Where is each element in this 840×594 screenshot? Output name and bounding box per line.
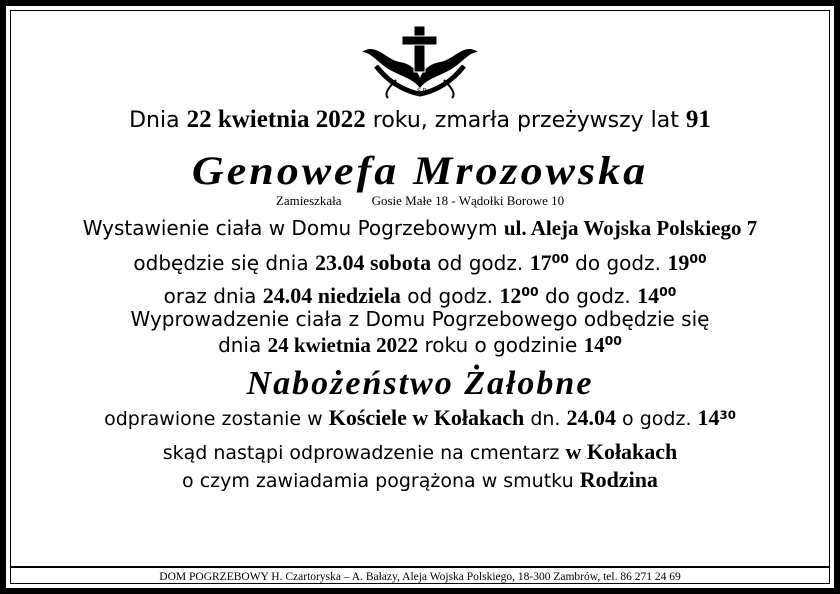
time-hour: 14	[583, 333, 605, 357]
text-fragment: do godz.	[538, 284, 638, 308]
text-fragment: Wystawienie ciała w Domu Pogrzebowym	[82, 216, 504, 240]
sp-emblem-text: Ś.P.	[417, 87, 428, 95]
text-fragment: o godz.	[616, 408, 698, 430]
text-fragment: oraz dnia	[163, 284, 263, 308]
text-fragment: Dnia	[129, 108, 187, 133]
text-fragment: roku, zmarła przeżywszy lat	[365, 108, 686, 133]
residence-line	[0, 193, 840, 209]
time-minutes: 00	[604, 333, 622, 349]
death-date: 22 kwietnia 2022	[186, 106, 366, 133]
text-fragment: skąd nastąpi odprowadzenie na cmentarz	[162, 442, 566, 464]
time-minutes: 30	[719, 407, 736, 422]
funeral-home-footer: DOM POGRZEBOWY H. Czartoryska – A. Bałazy, Aleja Wojska Polskiego, 18-300 Zambrów, tel. 86 271 24 69	[159, 571, 681, 583]
text-fragment: od godz.	[400, 284, 500, 308]
burial-place: w Kołakach	[565, 439, 678, 464]
service-date: 24.04	[566, 405, 617, 430]
time-minutes: 00	[659, 284, 677, 300]
cross-ribbon-emblem	[356, 22, 484, 102]
text-fragment: odprawione zostanie w	[104, 408, 329, 430]
time-hour: 14	[637, 283, 660, 308]
age: 91	[685, 106, 711, 133]
departure-line: Wyprowadzenie ciała z Domu Pogrzebowego odbędzie się	[130, 307, 710, 331]
time-hour: 12	[499, 283, 522, 308]
church-name: Kościele w Kołakach	[328, 405, 525, 430]
text-fragment: dn.	[524, 408, 567, 430]
text-fragment: roku o godzinie	[418, 333, 584, 357]
viewing-day1-line	[0, 250, 840, 276]
viewing-date: 24.04 niedziela	[262, 283, 401, 308]
time-hour: 19	[667, 250, 690, 275]
service-heading: Nabożeństwo Żałobne	[246, 365, 594, 402]
residence-address: Gosie Małe 18 - Wądołki Borowe 10	[371, 193, 565, 208]
viewing-intro-line	[0, 216, 840, 241]
burial-line	[0, 439, 840, 465]
closing-line	[0, 467, 840, 493]
time-hour: 17	[529, 250, 552, 275]
text-fragment: od godz.	[431, 251, 530, 275]
footer-divider	[11, 566, 829, 568]
service-line	[0, 405, 840, 431]
death-date-line	[0, 106, 840, 134]
deceased-name: Genowefa Mrozowska	[191, 147, 649, 194]
text-fragment: o czym zawiadamia pogrążona w smutku	[182, 470, 580, 492]
family-signature: Rodzina	[579, 467, 658, 492]
time-minutes: 00	[689, 251, 707, 267]
viewing-place: ul. Aleja Wojska Polskiego 7	[503, 216, 758, 240]
departure-date-line	[0, 333, 840, 358]
viewing-day2-line	[0, 283, 840, 309]
text-fragment: odbędzie się dnia	[133, 251, 315, 275]
time-minutes: 00	[551, 251, 569, 267]
time-minutes: 00	[521, 284, 539, 300]
time-hour: 14	[697, 405, 720, 430]
text-fragment: dnia	[218, 333, 268, 357]
viewing-date: 23.04 sobota	[314, 250, 432, 275]
residence-label: Zamieszkała	[275, 193, 342, 208]
departure-date: 24 kwietnia 2022	[267, 333, 419, 357]
text-fragment: do godz.	[568, 251, 668, 275]
